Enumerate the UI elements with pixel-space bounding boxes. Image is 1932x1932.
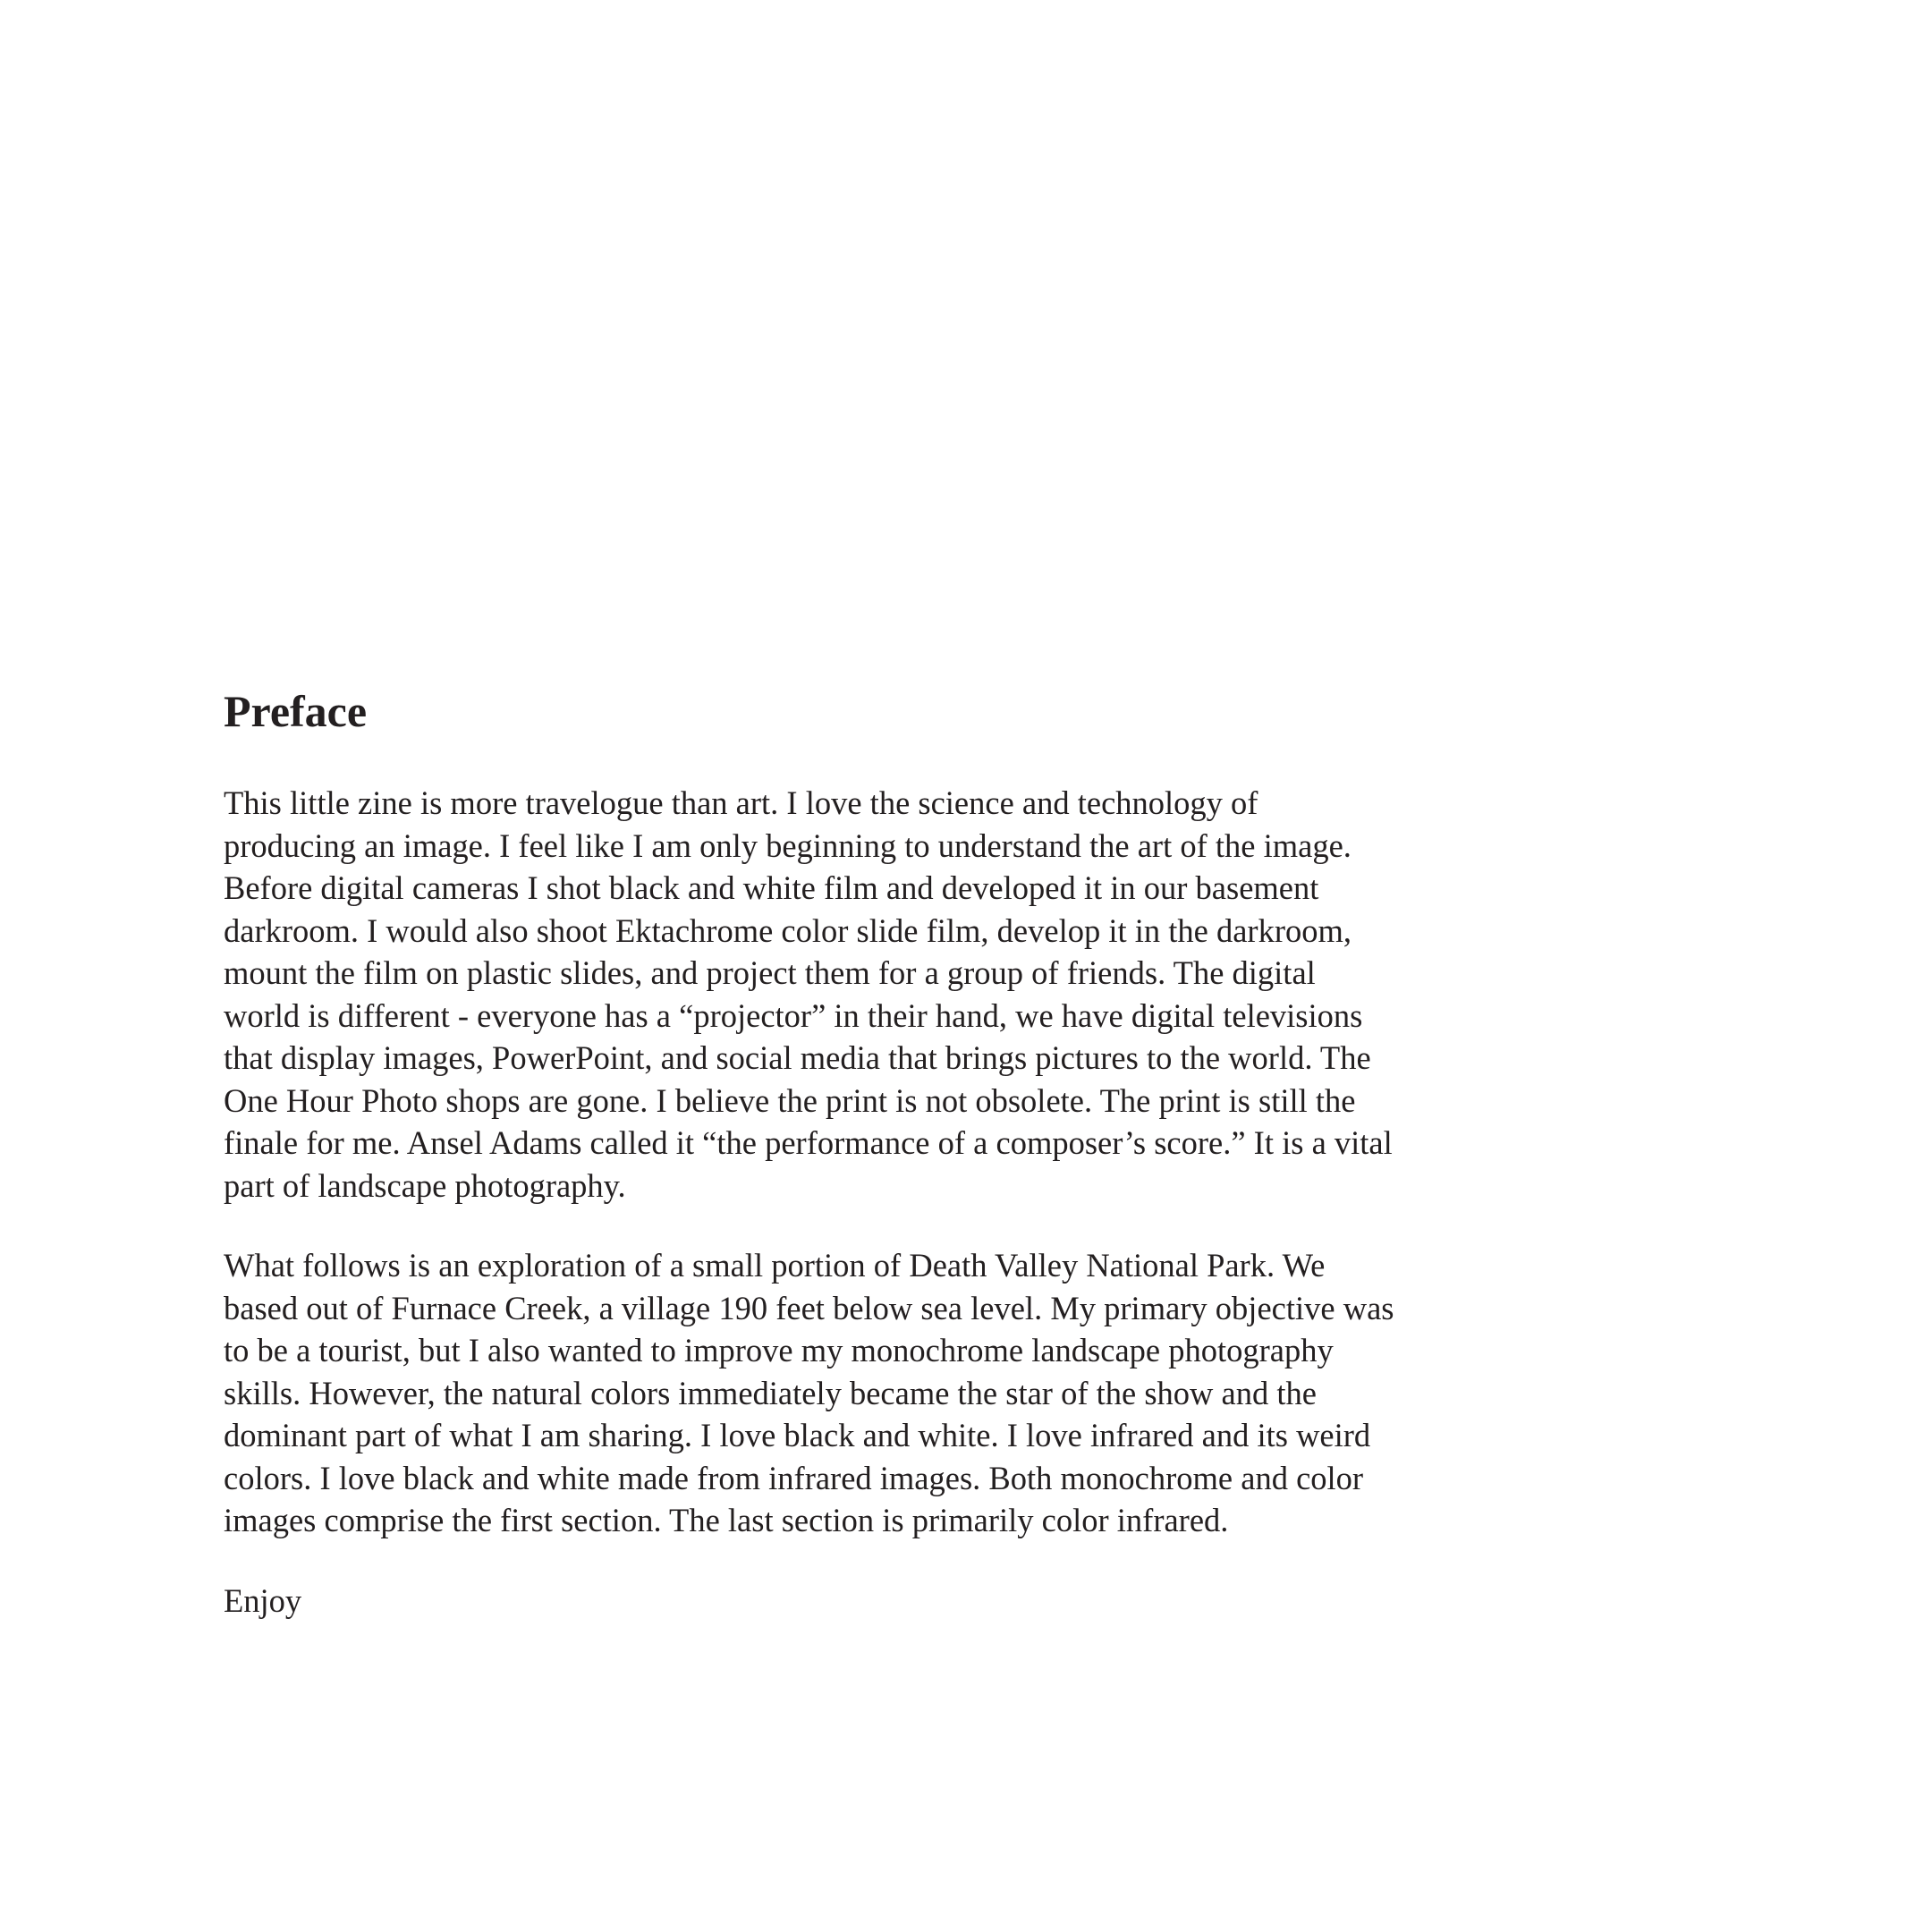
text-line: darkroom. I would also shoot Ektachrome color slide film, develop it in the darkroom, <box>224 911 1352 949</box>
paragraph <box>224 782 1512 1207</box>
text-line: This little zine is more travelogue than art. I love the science and technology of <box>224 784 1258 821</box>
text-line: skills. However, the natural colors immediately became the star of the show and the <box>224 1374 1317 1411</box>
text-line: finale for me. Ansel Adams called it “the performance of a composer’s score.” It is a vital <box>224 1124 1393 1161</box>
text-line: What follows is an exploration of a small portion of Death Valley National Park. We <box>224 1247 1326 1284</box>
text-line: One Hour Photo shops are gone. I believe the print is not obsolete. The print is still the <box>224 1081 1356 1119</box>
text-line: part of landscape photography. <box>224 1166 626 1204</box>
preface-section <box>224 680 1512 1622</box>
text-line: images comprise the first section. The last section is primarily color infrared. <box>224 1502 1229 1538</box>
preface-body <box>224 782 1512 1622</box>
closing-text: Enjoy <box>224 1581 302 1619</box>
text-line: world is different - everyone has a “projector” in their hand, we have digital televisions <box>224 996 1363 1034</box>
text-line: mount the film on plastic slides, and project them for a group of friends. The digital <box>224 954 1316 991</box>
text-line: that display images, PowerPoint, and social media that brings pictures to the world. The <box>224 1039 1371 1076</box>
text-line: dominant part of what I am sharing. I love black and white. I love infrared and its weird <box>224 1417 1371 1453</box>
paragraph <box>224 1244 1512 1542</box>
text-line: Before digital cameras I shot black and white film and developed it in our basement <box>224 869 1319 906</box>
text-line: to be a tourist, but I also wanted to improve my monochrome landscape photography <box>224 1332 1334 1368</box>
text-line: based out of Furnace Creek, a village 190 feet below sea level. My primary objective was <box>224 1289 1394 1326</box>
text-line: producing an image. I feel like I am only beginning to understand the art of the image. <box>224 826 1352 864</box>
page-title: Preface <box>224 686 368 736</box>
text-line: colors. I love black and white made from infrared images. Both monochrome and color <box>224 1459 1364 1496</box>
